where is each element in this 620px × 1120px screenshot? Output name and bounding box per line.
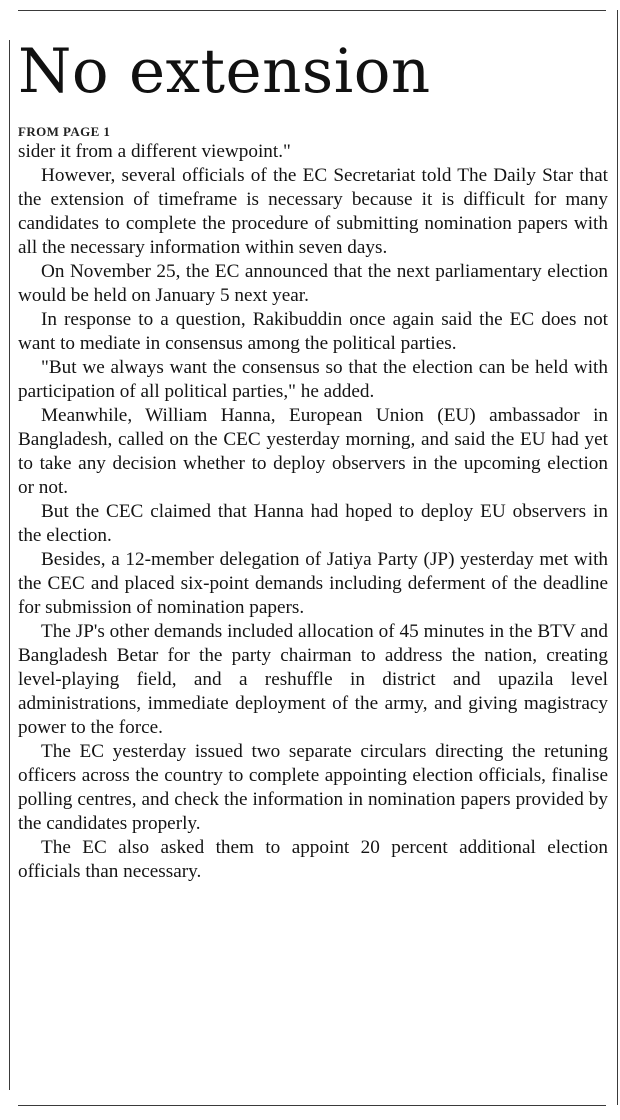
article-paragraph: But the CEC claimed that Hanna had hoped to deploy EU observers in the election. — [18, 501, 608, 546]
jump-line: FROM PAGE 1 — [18, 124, 111, 139]
left-column-rule — [9, 40, 10, 1090]
article-paragraph: sider it from a different viewpoint." — [18, 141, 291, 162]
article-paragraph: Besides, a 12-member delegation of Jatiya Party (JP) yesterday met with the CEC and placed six-point demands including deferment of the deadline for submission of nomination papers. — [18, 549, 608, 618]
bottom-rule — [18, 1105, 606, 1106]
headline: No extension — [18, 36, 431, 107]
top-rule — [18, 10, 606, 11]
article-paragraph: Meanwhile, William Hanna, European Union (EU) ambassador in Bangladesh, called on the CEC yesterday morning, and said the EU had yet to take any decision whether to deploy observers in the upcoming election or not. — [18, 405, 608, 498]
article-paragraph: In response to a question, Rakibuddin once again said the EC does not want to mediate in consensus among the political parties. — [18, 309, 608, 354]
article-paragraph: "But we always want the consensus so that the election can be held with participation of all political parties," he added. — [18, 357, 608, 402]
article-paragraph: On November 25, the EC announced that the next parliamentary election would be held on January 5 next year. — [18, 261, 608, 306]
right-column-rule — [617, 10, 618, 1105]
article-paragraph: The EC yesterday issued two separate circulars directing the retuning officers across the country to complete appointing election officials, finalise polling centres, and check the information in nomination papers provided by the candidates properly. — [18, 741, 608, 834]
article-paragraph: However, several officials of the EC Secretariat told The Daily Star that the extension of timeframe is necessary because it is difficult for many candidates to complete the procedure of submitting nomination papers with all the necessary information within seven days. — [18, 165, 608, 258]
article-paragraph: The JP's other demands included allocation of 45 minutes in the BTV and Bangladesh Betar for the party chairman to address the nation, creating level-playing field, and a reshuffle in district and upazila level administrations, immediate deployment of the army, and giving magistracy power to the force. — [18, 621, 608, 738]
article — [18, 38, 608, 884]
article-paragraph: The EC also asked them to appoint 20 percent additional election officials than necessary. — [18, 837, 608, 882]
